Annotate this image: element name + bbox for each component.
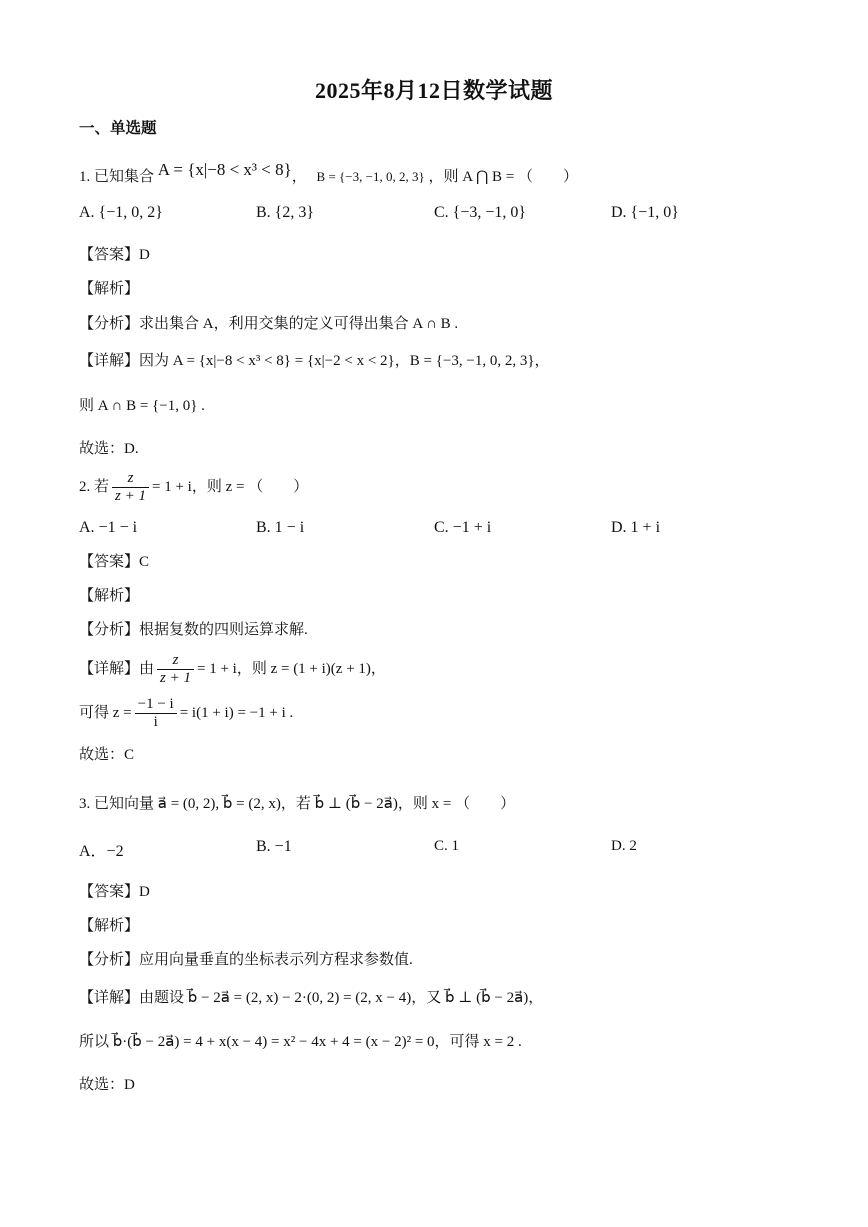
q2-detail-1 [79,652,386,688]
q3-option-a: A．−2 [79,843,124,860]
q1-option-d: D. {−1, 0} [611,204,679,221]
q1-detail-1: 【详解】因为 A = {x|−8 < x³ < 8} = {x|−2 < x < 2}，B = {−3, −1, 0, 2, 3}， [79,353,550,369]
q2-choice: 故选：C [79,747,135,763]
q3-analysis-heading: 【解析】 [79,918,140,934]
q1-stem [79,160,578,186]
q2-fenxi: 【分析】根据复数的四则运算求解. [79,622,308,638]
q2-detail-2-fraction [135,696,177,732]
q1-detail-2: 则 A ∩ B = {−1, 0} . [79,398,205,414]
q1-set-a: A = {x|−8 < x³ < 8} [157,160,292,179]
q2-fraction-denominator: z + 1 [115,488,146,505]
q1-analysis-heading: 【解析】 [79,281,140,297]
q3-option-c: C. 1 [434,838,460,854]
q2-detail-1-numerator: z [157,652,194,670]
q2-detail-2-denominator: i [153,714,158,731]
q2-option-b: B. 1 − i [256,519,305,536]
q2-stem-prefix: 2. 若 [79,479,110,496]
q2-analysis-heading: 【解析】 [79,588,140,604]
page-title: 2025年8月12日数学试题 [314,78,553,103]
q2-detail-2-numerator: −1 − i [135,696,177,714]
q1-option-b: B. {2, 3} [256,204,315,221]
q1-stem-prefix: 1. 已知集合 [79,169,155,185]
q1-fenxi: 【分析】求出集合 A，利用交集的定义可得出集合 A ∩ B . [79,316,459,332]
q3-answer: 【答案】D [79,884,150,900]
q1-stem-suffix: ，则 A ⋂ B = （ ） [428,169,578,185]
q2-answer: 【答案】C [79,554,150,570]
q2-detail-1-fraction [157,652,194,688]
q2-detail-1-suffix: = 1 + i，则 z = (1 + i)(z + 1)， [196,661,386,678]
q2-detail-1-denominator: z + 1 [160,670,191,687]
q2-fraction [112,470,149,506]
q2-stem [79,470,308,506]
q2-detail-1-prefix: 【详解】由 [79,661,155,678]
q2-option-a: A. −1 − i [79,519,138,536]
q2-fraction-numerator: z [112,470,149,488]
q3-option-b: B. −1 [256,838,292,855]
q3-stem: 3. 已知向量 a⃗ = (0, 2), b⃗ = (2, x)，若 b⃗ ⊥ (b⃗ − 2a⃗)，则 x = （ ） [79,796,516,812]
q3-option-d: D. 2 [611,838,637,854]
q2-detail-2 [79,696,293,732]
q3-detail-2: 所以 b⃗·(b⃗ − 2a⃗) = 4 + x(x − 4) = x² − 4x + 4 = (x − 2)² = 0，可得 x = 2 . [79,1034,522,1050]
q3-detail-1: 【详解】由题设 b⃗ − 2a⃗ = (2, x) − 2·(0, 2) = (2, x − 4)，又 b⃗ ⊥ (b⃗ − 2a⃗)， [79,990,544,1006]
q1-choice: 故选：D. [79,441,139,457]
q2-detail-2-prefix: 可得 z = [79,705,132,722]
q1-option-a: A. {−1, 0, 2} [79,204,163,221]
q1-sep: ， [291,169,307,185]
q1-option-c: C. {−3, −1, 0} [434,204,527,221]
q3-choice: 故选：D [79,1077,135,1093]
q2-option-c: C. −1 + i [434,519,492,536]
q3-fenxi: 【分析】应用向量垂直的坐标表示列方程求参数值. [79,952,413,968]
q2-detail-2-suffix: = i(1 + i) = −1 + i . [179,705,294,722]
q2-option-d: D. 1 + i [611,519,661,536]
q1-set-b: B = {−3, −1, 0, 2, 3} [316,169,425,184]
section-heading: 一、单选题 [79,120,157,137]
q1-answer: 【答案】D [79,247,150,263]
q2-stem-suffix: = 1 + i，则 z = （ ） [151,479,309,496]
